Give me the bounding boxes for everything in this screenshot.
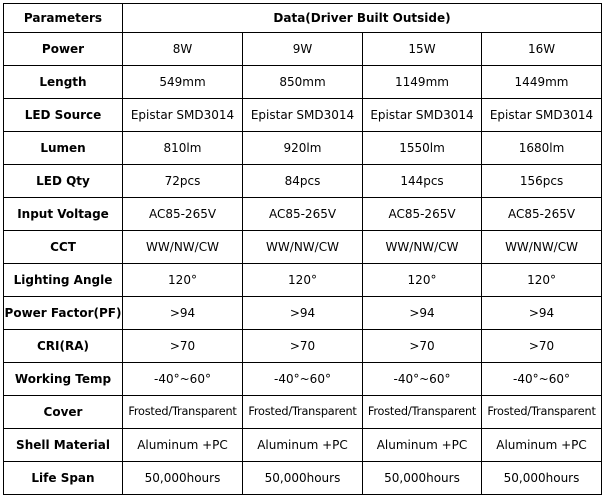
value-cell: Frosted/Transparent xyxy=(363,396,482,429)
value-cell: >94 xyxy=(363,297,482,330)
table-row xyxy=(4,33,602,66)
value-cell: >70 xyxy=(482,330,602,363)
parameter-label: LED Source xyxy=(4,99,123,132)
parameter-label: Power Factor(PF) xyxy=(4,297,123,330)
value-cell: -40°~60° xyxy=(243,363,363,396)
value-cell: Aluminum +PC xyxy=(363,429,482,462)
value-cell: 9W xyxy=(243,33,363,66)
table-row xyxy=(4,363,602,396)
table-row xyxy=(4,198,602,231)
table-row xyxy=(4,297,602,330)
parameter-label: Cover xyxy=(4,396,123,429)
spec-table-body xyxy=(4,4,602,495)
value-cell: Epistar SMD3014 xyxy=(363,99,482,132)
value-cell: 1550lm xyxy=(363,132,482,165)
table-row xyxy=(4,132,602,165)
spec-table xyxy=(3,3,602,495)
parameter-label: CCT xyxy=(4,231,123,264)
value-cell: >70 xyxy=(243,330,363,363)
value-cell: >70 xyxy=(363,330,482,363)
header-row xyxy=(4,4,602,33)
value-cell: 1449mm xyxy=(482,66,602,99)
value-cell: Epistar SMD3014 xyxy=(243,99,363,132)
value-cell: Aluminum +PC xyxy=(482,429,602,462)
parameter-label: Power xyxy=(4,33,123,66)
value-cell: 120° xyxy=(123,264,243,297)
parameter-label: Shell Material xyxy=(4,429,123,462)
value-cell: 120° xyxy=(482,264,602,297)
value-cell: Aluminum +PC xyxy=(243,429,363,462)
value-cell: AC85-265V xyxy=(363,198,482,231)
table-row xyxy=(4,264,602,297)
value-cell: AC85-265V xyxy=(243,198,363,231)
value-cell: WW/NW/CW xyxy=(482,231,602,264)
value-cell: 549mm xyxy=(123,66,243,99)
value-cell: 120° xyxy=(243,264,363,297)
parameter-label: Lumen xyxy=(4,132,123,165)
value-cell: Epistar SMD3014 xyxy=(482,99,602,132)
table-row xyxy=(4,429,602,462)
value-cell: 8W xyxy=(123,33,243,66)
value-cell: 15W xyxy=(363,33,482,66)
value-cell: Frosted/Transparent xyxy=(243,396,363,429)
value-cell: Epistar SMD3014 xyxy=(123,99,243,132)
table-row xyxy=(4,99,602,132)
value-cell: 16W xyxy=(482,33,602,66)
parameter-label: Length xyxy=(4,66,123,99)
value-cell: 144pcs xyxy=(363,165,482,198)
parameter-label: Working Temp xyxy=(4,363,123,396)
table-row xyxy=(4,231,602,264)
value-cell: 120° xyxy=(363,264,482,297)
value-cell: >70 xyxy=(123,330,243,363)
value-cell: Frosted/Transparent xyxy=(123,396,243,429)
value-cell: WW/NW/CW xyxy=(123,231,243,264)
parameter-label: Lighting Angle xyxy=(4,264,123,297)
value-cell: 810lm xyxy=(123,132,243,165)
value-cell: WW/NW/CW xyxy=(243,231,363,264)
value-cell: 1680lm xyxy=(482,132,602,165)
parameter-label: CRI(RA) xyxy=(4,330,123,363)
value-cell: WW/NW/CW xyxy=(363,231,482,264)
value-cell: AC85-265V xyxy=(482,198,602,231)
value-cell: 1149mm xyxy=(363,66,482,99)
table-row xyxy=(4,165,602,198)
value-cell: 50,000hours xyxy=(363,462,482,495)
table-row xyxy=(4,396,602,429)
table-row xyxy=(4,462,602,495)
value-cell: 50,000hours xyxy=(123,462,243,495)
parameter-label: Input Voltage xyxy=(4,198,123,231)
value-cell: AC85-265V xyxy=(123,198,243,231)
value-cell: >94 xyxy=(123,297,243,330)
value-cell: -40°~60° xyxy=(123,363,243,396)
value-cell: >94 xyxy=(243,297,363,330)
value-cell: -40°~60° xyxy=(482,363,602,396)
value-cell: Frosted/Transparent xyxy=(482,396,602,429)
parameter-label: LED Qty xyxy=(4,165,123,198)
value-cell: 920lm xyxy=(243,132,363,165)
value-cell: -40°~60° xyxy=(363,363,482,396)
value-cell: Aluminum +PC xyxy=(123,429,243,462)
value-cell: 50,000hours xyxy=(482,462,602,495)
parameter-label: Life Span xyxy=(4,462,123,495)
value-cell: 850mm xyxy=(243,66,363,99)
table-row xyxy=(4,330,602,363)
data-header: Data(Driver Built Outside) xyxy=(123,4,602,33)
value-cell: 84pcs xyxy=(243,165,363,198)
value-cell: 50,000hours xyxy=(243,462,363,495)
value-cell: >94 xyxy=(482,297,602,330)
parameters-header: Parameters xyxy=(4,4,123,33)
value-cell: 72pcs xyxy=(123,165,243,198)
value-cell: 156pcs xyxy=(482,165,602,198)
table-row xyxy=(4,66,602,99)
